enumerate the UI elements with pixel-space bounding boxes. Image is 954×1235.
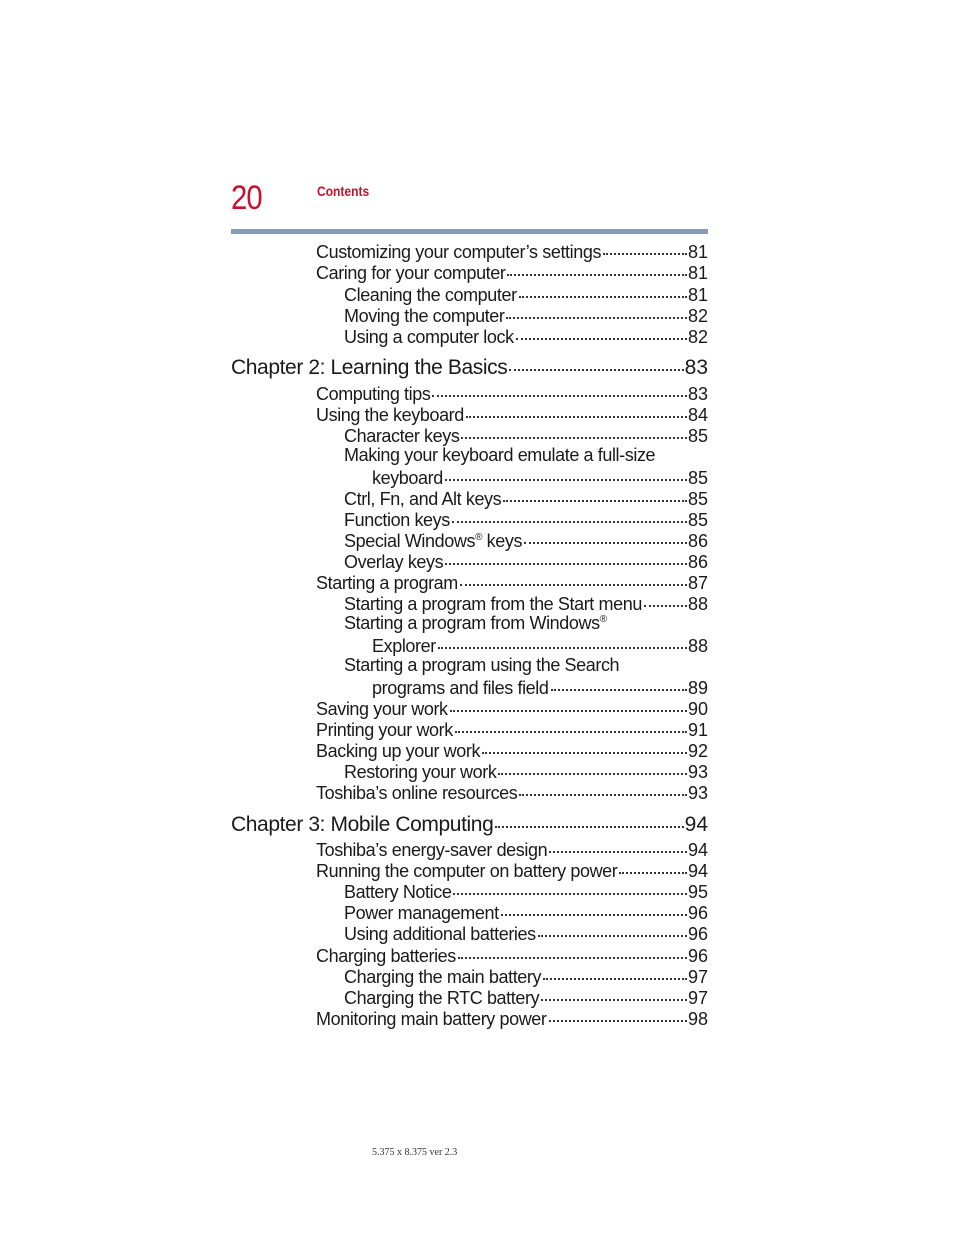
leader-dots xyxy=(460,568,687,586)
toc-entry-title: Starting a program xyxy=(316,573,458,593)
toc-entry-page: 96 xyxy=(687,903,708,923)
leader-dots xyxy=(543,962,687,980)
page-number: 20 xyxy=(231,179,262,217)
toc-entry-page: 81 xyxy=(687,242,708,262)
toc-entry-start-menu[interactable] xyxy=(344,592,708,613)
toc-entry-page: 88 xyxy=(687,594,708,614)
toc-entry-title: Overlay keys xyxy=(344,552,444,572)
toc-chapter-title: Chapter 3: Mobile Computing xyxy=(231,813,494,836)
leader-dots xyxy=(524,526,687,544)
leader-dots xyxy=(455,715,687,733)
toc-entry-page: 87 xyxy=(687,573,708,593)
leader-dots xyxy=(619,856,687,874)
toc-entry-title: Computing tips xyxy=(316,384,431,404)
leader-dots xyxy=(453,877,687,895)
title-part: Starting a program from Windows xyxy=(344,613,600,633)
toc-chapter-3[interactable] xyxy=(231,811,708,837)
toc-chapter-page: 94 xyxy=(684,813,708,836)
toc-entry-title: programs and files field xyxy=(372,678,549,698)
running-head: Contents xyxy=(317,183,370,199)
leader-dots xyxy=(519,778,687,796)
footer-version: 5.375 x 8.375 ver 2.3 xyxy=(372,1147,458,1158)
leader-dots xyxy=(445,463,687,481)
leader-dots xyxy=(506,301,686,319)
registered-mark: ® xyxy=(599,614,607,625)
toc-entry-title: Printing your work xyxy=(316,720,453,740)
toc-entry-page: 90 xyxy=(687,699,708,719)
toc-entry-page: 97 xyxy=(687,988,708,1008)
leader-dots xyxy=(603,237,687,255)
leader-dots xyxy=(466,400,687,418)
toc-entry-title: Cleaning the computer xyxy=(344,285,517,305)
toc-entry-title: Charging batteries xyxy=(316,946,456,966)
leader-dots xyxy=(501,898,687,916)
toc-entry-title: Using the keyboard xyxy=(316,405,464,425)
toc-entry-computer-lock[interactable] xyxy=(344,325,708,346)
toc-entry-title: Using additional batteries xyxy=(344,924,536,944)
toc-entry-title: Toshiba’s energy-saver design xyxy=(316,840,548,860)
toc-entry-page: 81 xyxy=(687,285,708,305)
leader-dots xyxy=(445,547,687,565)
toc-entry-page: 91 xyxy=(687,720,708,740)
leader-dots xyxy=(503,484,687,502)
toc-entry-title: Explorer xyxy=(372,636,436,656)
toc-entry-title: Ctrl, Fn, and Alt keys xyxy=(344,489,502,509)
leader-dots xyxy=(507,258,686,276)
toc-entry-title: Charging the RTC battery xyxy=(344,988,540,1008)
toc-entry-page: 95 xyxy=(687,882,708,902)
toc-entry-title: Backing up your work xyxy=(316,741,481,761)
title-part: Special Windows xyxy=(344,531,476,551)
toc-entry-title: Toshiba’s online resources xyxy=(316,783,518,803)
leader-dots xyxy=(461,421,687,439)
leader-dots xyxy=(551,673,687,691)
leader-dots xyxy=(495,808,683,828)
toc-entry-title: Charging the main battery xyxy=(344,967,542,987)
registered-mark: ® xyxy=(475,532,483,543)
toc-entry-page: 94 xyxy=(687,840,708,860)
toc-entry-page: 85 xyxy=(687,510,708,530)
leader-dots xyxy=(509,351,683,371)
toc-entry-page: 98 xyxy=(687,1009,708,1029)
leader-dots xyxy=(549,1004,687,1022)
leader-dots xyxy=(549,835,687,853)
leader-dots xyxy=(432,379,687,397)
toc-entry-title: keyboard xyxy=(372,468,443,488)
toc-chapter-title: Chapter 2: Learning the Basics xyxy=(231,356,508,379)
toc-entry-online-resources[interactable] xyxy=(316,781,708,802)
toc-entry-page: 89 xyxy=(687,678,708,698)
toc-entry-page: 84 xyxy=(687,405,708,425)
toc-entry-explorer[interactable] xyxy=(372,634,708,655)
toc-entry-title: Character keys xyxy=(344,426,460,446)
toc-entry-emulate-line1: Making your keyboard emulate a full-size xyxy=(344,445,656,465)
toc-entry-character-keys[interactable] xyxy=(344,424,708,445)
leader-dots xyxy=(458,941,687,959)
toc-entry-page: 83 xyxy=(687,384,708,404)
toc-entry-title: Battery Notice xyxy=(344,882,452,902)
toc-entry-page: 81 xyxy=(687,263,708,283)
toc-entry-page: 85 xyxy=(687,489,708,509)
toc-entry-page: 86 xyxy=(687,531,708,551)
toc-entry-search-line1: Starting a program using the Search xyxy=(344,655,620,675)
toc-entry-title: Using a computer lock xyxy=(344,327,514,347)
toc-entry-page: 96 xyxy=(687,924,708,944)
leader-dots xyxy=(450,694,687,712)
toc-entry-title: Function keys xyxy=(344,510,450,530)
toc-entry-page: 82 xyxy=(687,327,708,347)
header-rule xyxy=(231,229,708,234)
toc-entry-caring[interactable] xyxy=(316,261,708,282)
toc-entry-page: 96 xyxy=(687,946,708,966)
leader-dots xyxy=(541,983,687,1001)
leader-dots xyxy=(516,322,687,340)
toc-entry-title: Saving your work xyxy=(316,699,448,719)
toc-entry-title: Restoring your work xyxy=(344,762,497,782)
toc-entry-page: 93 xyxy=(687,783,708,803)
toc-entry-title: Starting a program from the Start menu xyxy=(344,594,642,614)
toc-chapter-2[interactable] xyxy=(231,354,708,380)
leader-dots xyxy=(519,280,687,298)
toc-entry-page: 82 xyxy=(687,306,708,326)
leader-dots xyxy=(538,919,687,937)
title-part: keys xyxy=(482,531,523,551)
toc-entry-page: 85 xyxy=(687,468,708,488)
toc-entry-page: 93 xyxy=(687,762,708,782)
toc-entry-title: Customizing your computer’s settings xyxy=(316,242,602,262)
toc-entry-title: Running the computer on battery power xyxy=(316,861,618,881)
toc-entry-page: 85 xyxy=(687,426,708,446)
toc-entry-title: Monitoring main battery power xyxy=(316,1009,547,1029)
toc-entry-title: Power management xyxy=(344,903,499,923)
toc-chapter-page: 83 xyxy=(684,356,708,379)
toc-entry-page: 86 xyxy=(687,552,708,572)
toc-entry-page: 92 xyxy=(687,741,708,761)
toc-entry-page: 97 xyxy=(687,967,708,987)
toc-entry-title: Caring for your computer xyxy=(316,263,506,283)
toc-entry-title: Moving the computer xyxy=(344,306,505,326)
leader-dots xyxy=(498,757,687,775)
leader-dots xyxy=(482,736,687,754)
toc-entry-page: 94 xyxy=(687,861,708,881)
leader-dots xyxy=(438,631,687,649)
toc-entry-additional-batteries[interactable] xyxy=(344,922,708,943)
toc-entry-monitoring-power[interactable] xyxy=(316,1007,708,1028)
toc-entry-page: 88 xyxy=(687,636,708,656)
leader-dots xyxy=(644,589,687,607)
leader-dots xyxy=(452,505,687,523)
